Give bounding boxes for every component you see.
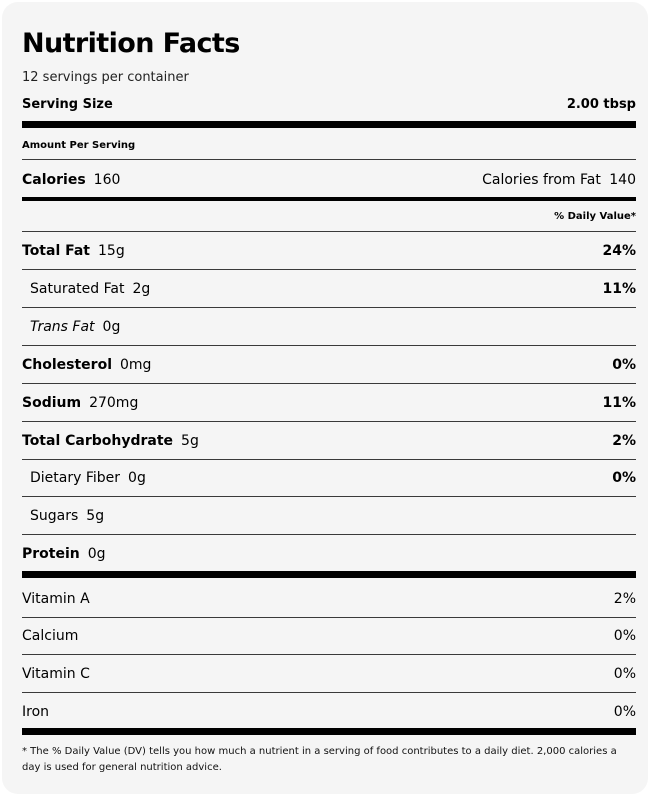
nutrient-daily-value: 0% bbox=[612, 357, 636, 373]
divider bbox=[22, 345, 636, 346]
divider bbox=[22, 307, 636, 308]
label-title: Nutrition Facts bbox=[22, 28, 240, 59]
vitamin-name: Calcium bbox=[22, 628, 79, 644]
vitamin-row-iron bbox=[22, 700, 636, 724]
divider bbox=[22, 383, 636, 384]
nutrient-amount: 0g bbox=[87, 546, 106, 562]
thick-divider bbox=[22, 121, 636, 128]
vitamin-daily-value: 2% bbox=[613, 591, 636, 607]
nutrient-row-total-carbohydrate bbox=[22, 429, 636, 453]
divider bbox=[22, 231, 636, 232]
nutrition-label-panel bbox=[2, 2, 648, 794]
amount-per-serving-label: Amount Per Serving bbox=[22, 139, 136, 151]
nutrient-daily-value: 2% bbox=[612, 433, 636, 449]
serving-size-row bbox=[22, 94, 636, 114]
nutrient-amount: 0mg bbox=[120, 357, 152, 373]
nutrient-amount: 15g bbox=[98, 243, 125, 259]
nutrient-daily-value: 0% bbox=[612, 470, 636, 486]
daily-value-footnote: * The % Daily Value (DV) tells you how much a nutrient in a serving of food contributes to a daily diet. 2,000 calories a day is used for general nutrition advice. bbox=[22, 746, 617, 773]
nutrient-name: Saturated Fat bbox=[30, 281, 125, 297]
calories-value: 160 bbox=[93, 172, 121, 188]
calories-row bbox=[22, 168, 636, 192]
divider bbox=[22, 692, 636, 693]
serving-size-label: Serving Size bbox=[22, 96, 113, 112]
divider bbox=[22, 534, 636, 535]
nutrient-daily-value: 24% bbox=[602, 243, 636, 259]
nutrient-row-total-fat bbox=[22, 239, 636, 263]
nutrient-amount: 5g bbox=[181, 433, 199, 449]
divider bbox=[22, 421, 636, 422]
vitamin-name: Iron bbox=[22, 704, 50, 720]
nutrient-name: Sodium bbox=[22, 395, 82, 411]
nutrient-name: Total Fat bbox=[22, 243, 91, 259]
vitamin-daily-value: 0% bbox=[613, 666, 636, 682]
nutrient-row-sugars bbox=[22, 504, 636, 528]
nutrient-daily-value: 11% bbox=[602, 281, 636, 297]
nutrient-amount: 2g bbox=[132, 281, 151, 297]
nutrient-name: Cholesterol bbox=[22, 357, 112, 373]
amount-per-serving-row bbox=[22, 135, 636, 155]
thick-divider bbox=[22, 728, 636, 735]
nutrient-name: Sugars bbox=[30, 508, 79, 524]
daily-value-header: % Daily Value* bbox=[554, 210, 636, 222]
nutrient-amount: 0g bbox=[102, 319, 121, 335]
nutrient-row-saturated-fat bbox=[22, 277, 636, 301]
thick-divider bbox=[22, 571, 636, 578]
nutrient-amount: 0g bbox=[128, 470, 146, 486]
nutrient-row-cholesterol bbox=[22, 353, 636, 377]
divider bbox=[22, 459, 636, 460]
calories-from-fat-value: 140 bbox=[609, 172, 636, 188]
divider bbox=[22, 496, 636, 497]
serving-size-value: 2.00 tbsp bbox=[566, 96, 636, 112]
daily-value-header-row bbox=[22, 206, 636, 226]
divider bbox=[22, 654, 636, 655]
servings-per-container: 12 servings per container bbox=[22, 70, 189, 85]
vitamin-row-vitamin-a bbox=[22, 587, 636, 611]
nutrient-row-dietary-fiber bbox=[22, 466, 636, 490]
divider bbox=[22, 159, 636, 160]
divider bbox=[22, 617, 636, 618]
nutrient-name: Dietary Fiber bbox=[30, 470, 121, 486]
vitamin-name: Vitamin A bbox=[22, 591, 90, 607]
vitamin-name: Vitamin C bbox=[22, 666, 90, 682]
nutrient-name: Trans Fat bbox=[30, 319, 95, 335]
vitamin-daily-value: 0% bbox=[613, 628, 636, 644]
nutrient-name: Total Carbohydrate bbox=[22, 433, 174, 449]
nutrient-amount: 270mg bbox=[89, 395, 139, 411]
nutrient-row-trans-fat bbox=[22, 315, 636, 339]
vitamin-daily-value: 0% bbox=[613, 704, 636, 720]
vitamin-row-vitamin-c bbox=[22, 662, 636, 686]
nutrient-name: Protein bbox=[22, 546, 80, 562]
nutrient-row-sodium bbox=[22, 391, 636, 415]
calories-label: Calories bbox=[22, 172, 86, 188]
calories-from-fat-label: Calories from Fat bbox=[482, 172, 601, 188]
vitamin-row-calcium bbox=[22, 624, 636, 648]
medium-divider bbox=[22, 197, 636, 201]
divider bbox=[22, 269, 636, 270]
nutrient-amount: 5g bbox=[86, 508, 105, 524]
nutrient-row-protein bbox=[22, 542, 636, 566]
nutrient-daily-value: 11% bbox=[602, 395, 636, 411]
